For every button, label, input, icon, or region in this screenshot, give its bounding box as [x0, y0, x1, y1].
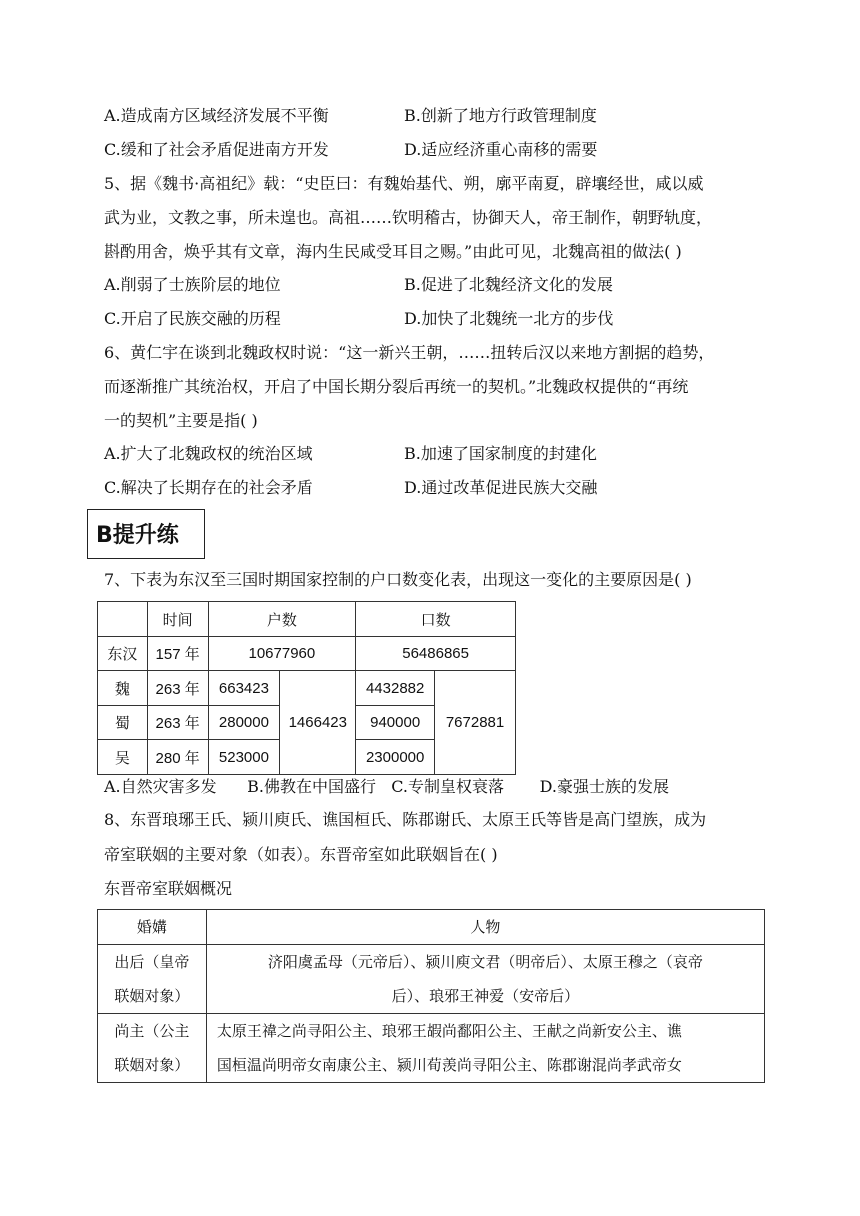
- table-header-row: [98, 602, 516, 637]
- q6-option-a: A.扩大了北魏政权的统治区域: [104, 444, 313, 463]
- q5-stem-line-2: 武为业，文教之事，所未遑也。高祖……钦明稽古，协御天人，帝王制作，朝野轨度，: [104, 208, 713, 227]
- row-dynasty: 吴: [98, 740, 148, 775]
- section-title: B提升练: [96, 523, 179, 548]
- households-total: 1466423: [280, 671, 356, 775]
- table-row: [98, 945, 765, 1014]
- header-time: 时间: [147, 602, 208, 637]
- header-households: 户数: [208, 602, 356, 637]
- table-row: [98, 671, 516, 706]
- table-header-blank: [98, 602, 148, 637]
- row-people-line: 后）、琅邪王神爱（安帝后）: [391, 987, 580, 1005]
- table-header-row: [98, 910, 765, 945]
- q6-option-c: C.解决了长期存在的社会矛盾: [104, 478, 313, 497]
- q7-household-table: [97, 601, 516, 775]
- row-marriage-type: [98, 1014, 207, 1083]
- q5-option-d: D.加快了北魏统一北方的步伐: [404, 309, 614, 328]
- q8-stem-line-2: 帝室联姻的主要对象（如表）。东晋帝室如此联姻旨在( ): [104, 845, 498, 864]
- row-dynasty: 蜀: [98, 706, 148, 740]
- section-box: [87, 509, 205, 559]
- row-dynasty: 魏: [98, 671, 148, 706]
- q8-table-title: 东晋帝室联姻概况: [104, 879, 233, 898]
- q4-option-d: D.适应经济重心南移的需要: [404, 140, 598, 159]
- header-marriage-type: 婚媾: [98, 910, 207, 945]
- q6-stem-line-3: 一的契机”主要是指( ): [104, 411, 258, 430]
- row-people-line: 太原王禕之尚寻阳公主、琅邪王嘏尚鄱阳公主、王献之尚新安公主、谯: [216, 1022, 682, 1040]
- q6-option-b: B.加速了国家制度的封建化: [404, 444, 597, 463]
- q7-stem: 7、下表为东汉至三国时期国家控制的户口数变化表，出现这一变化的主要原因是( ): [104, 570, 692, 589]
- q6-stem-line-1: 6、黄仁宇在谈到北魏政权时说：“这一新兴王朝，……扭转后汉以来地方割据的趋势，: [104, 343, 715, 362]
- row-type-line: 联姻对象）: [114, 1056, 190, 1074]
- population-total: 7672881: [435, 671, 516, 775]
- row-people: [206, 945, 764, 1014]
- row-population: 4432882: [356, 671, 435, 706]
- row-population: 940000: [356, 706, 435, 740]
- row-year: 263 年: [147, 671, 208, 706]
- row-households: 663423: [208, 671, 280, 706]
- row-type-line: 尚主（公主: [114, 1022, 190, 1040]
- q8-stem-line-1: 8、东晋琅琊王氏、颍川庾氏、谯国桓氏、陈郡谢氏、太原王氏等皆是高门望族，成为: [104, 810, 707, 829]
- q5-option-b: B.促进了北魏经济文化的发展: [404, 275, 613, 294]
- q6-stem-line-2: 而逐渐推广其统治权，开启了中国长期分裂后再统一的契机。”北魏政权提供的“再统: [104, 377, 689, 396]
- q5-stem-line-1: 5、据《魏书·高祖纪》载：“史臣曰：有魏始基代、朔，廓平南夏，辟壤经世，咸以威: [104, 174, 704, 193]
- row-year: 280 年: [147, 740, 208, 775]
- row-households: 10677960: [208, 637, 356, 671]
- q7-options: A.自然灾害多发 B.佛教在中国盛行 C.专制皇权衰落 D.豪强士族的发展: [104, 777, 669, 796]
- table-row: [98, 1014, 765, 1083]
- row-year: 157 年: [147, 637, 208, 671]
- row-year: 263 年: [147, 706, 208, 740]
- q4-option-a: A.造成南方区域经济发展不平衡: [104, 106, 329, 125]
- q8-marriage-table: [97, 909, 765, 1083]
- row-households: 523000: [208, 740, 280, 775]
- row-people: [206, 1014, 764, 1083]
- q5-option-a: A.削弱了士族阶层的地位: [104, 275, 281, 294]
- row-type-line: 出后（皇帝: [114, 953, 190, 971]
- row-type-line: 联姻对象）: [114, 987, 190, 1005]
- row-dynasty: 东汉: [98, 637, 148, 671]
- header-people: 人物: [206, 910, 764, 945]
- header-population: 口数: [356, 602, 516, 637]
- table-row: [98, 637, 516, 671]
- q5-stem-line-3: 斟酌用舍，焕乎其有文章，海内生民咸受耳目之赐。”由此可见，北魏高祖的做法( ): [104, 242, 682, 261]
- q6-option-d: D.通过改革促进民族大交融: [404, 478, 598, 497]
- row-people-line: 国桓温尚明帝女南康公主、颍川荀羡尚寻阳公主、陈郡谢混尚孝武帝女: [216, 1056, 682, 1074]
- row-population: 56486865: [356, 637, 516, 671]
- q5-option-c: C.开启了民族交融的历程: [104, 309, 281, 328]
- row-households: 280000: [208, 706, 280, 740]
- row-people-line: 济阳虞孟母（元帝后）、颍川庾文君（明帝后）、太原王穆之（哀帝: [267, 953, 703, 971]
- q4-option-c: C.缓和了社会矛盾促进南方开发: [104, 140, 329, 159]
- q4-option-b: B.创新了地方行政管理制度: [404, 106, 597, 125]
- row-population: 2300000: [356, 740, 435, 775]
- row-marriage-type: [98, 945, 207, 1014]
